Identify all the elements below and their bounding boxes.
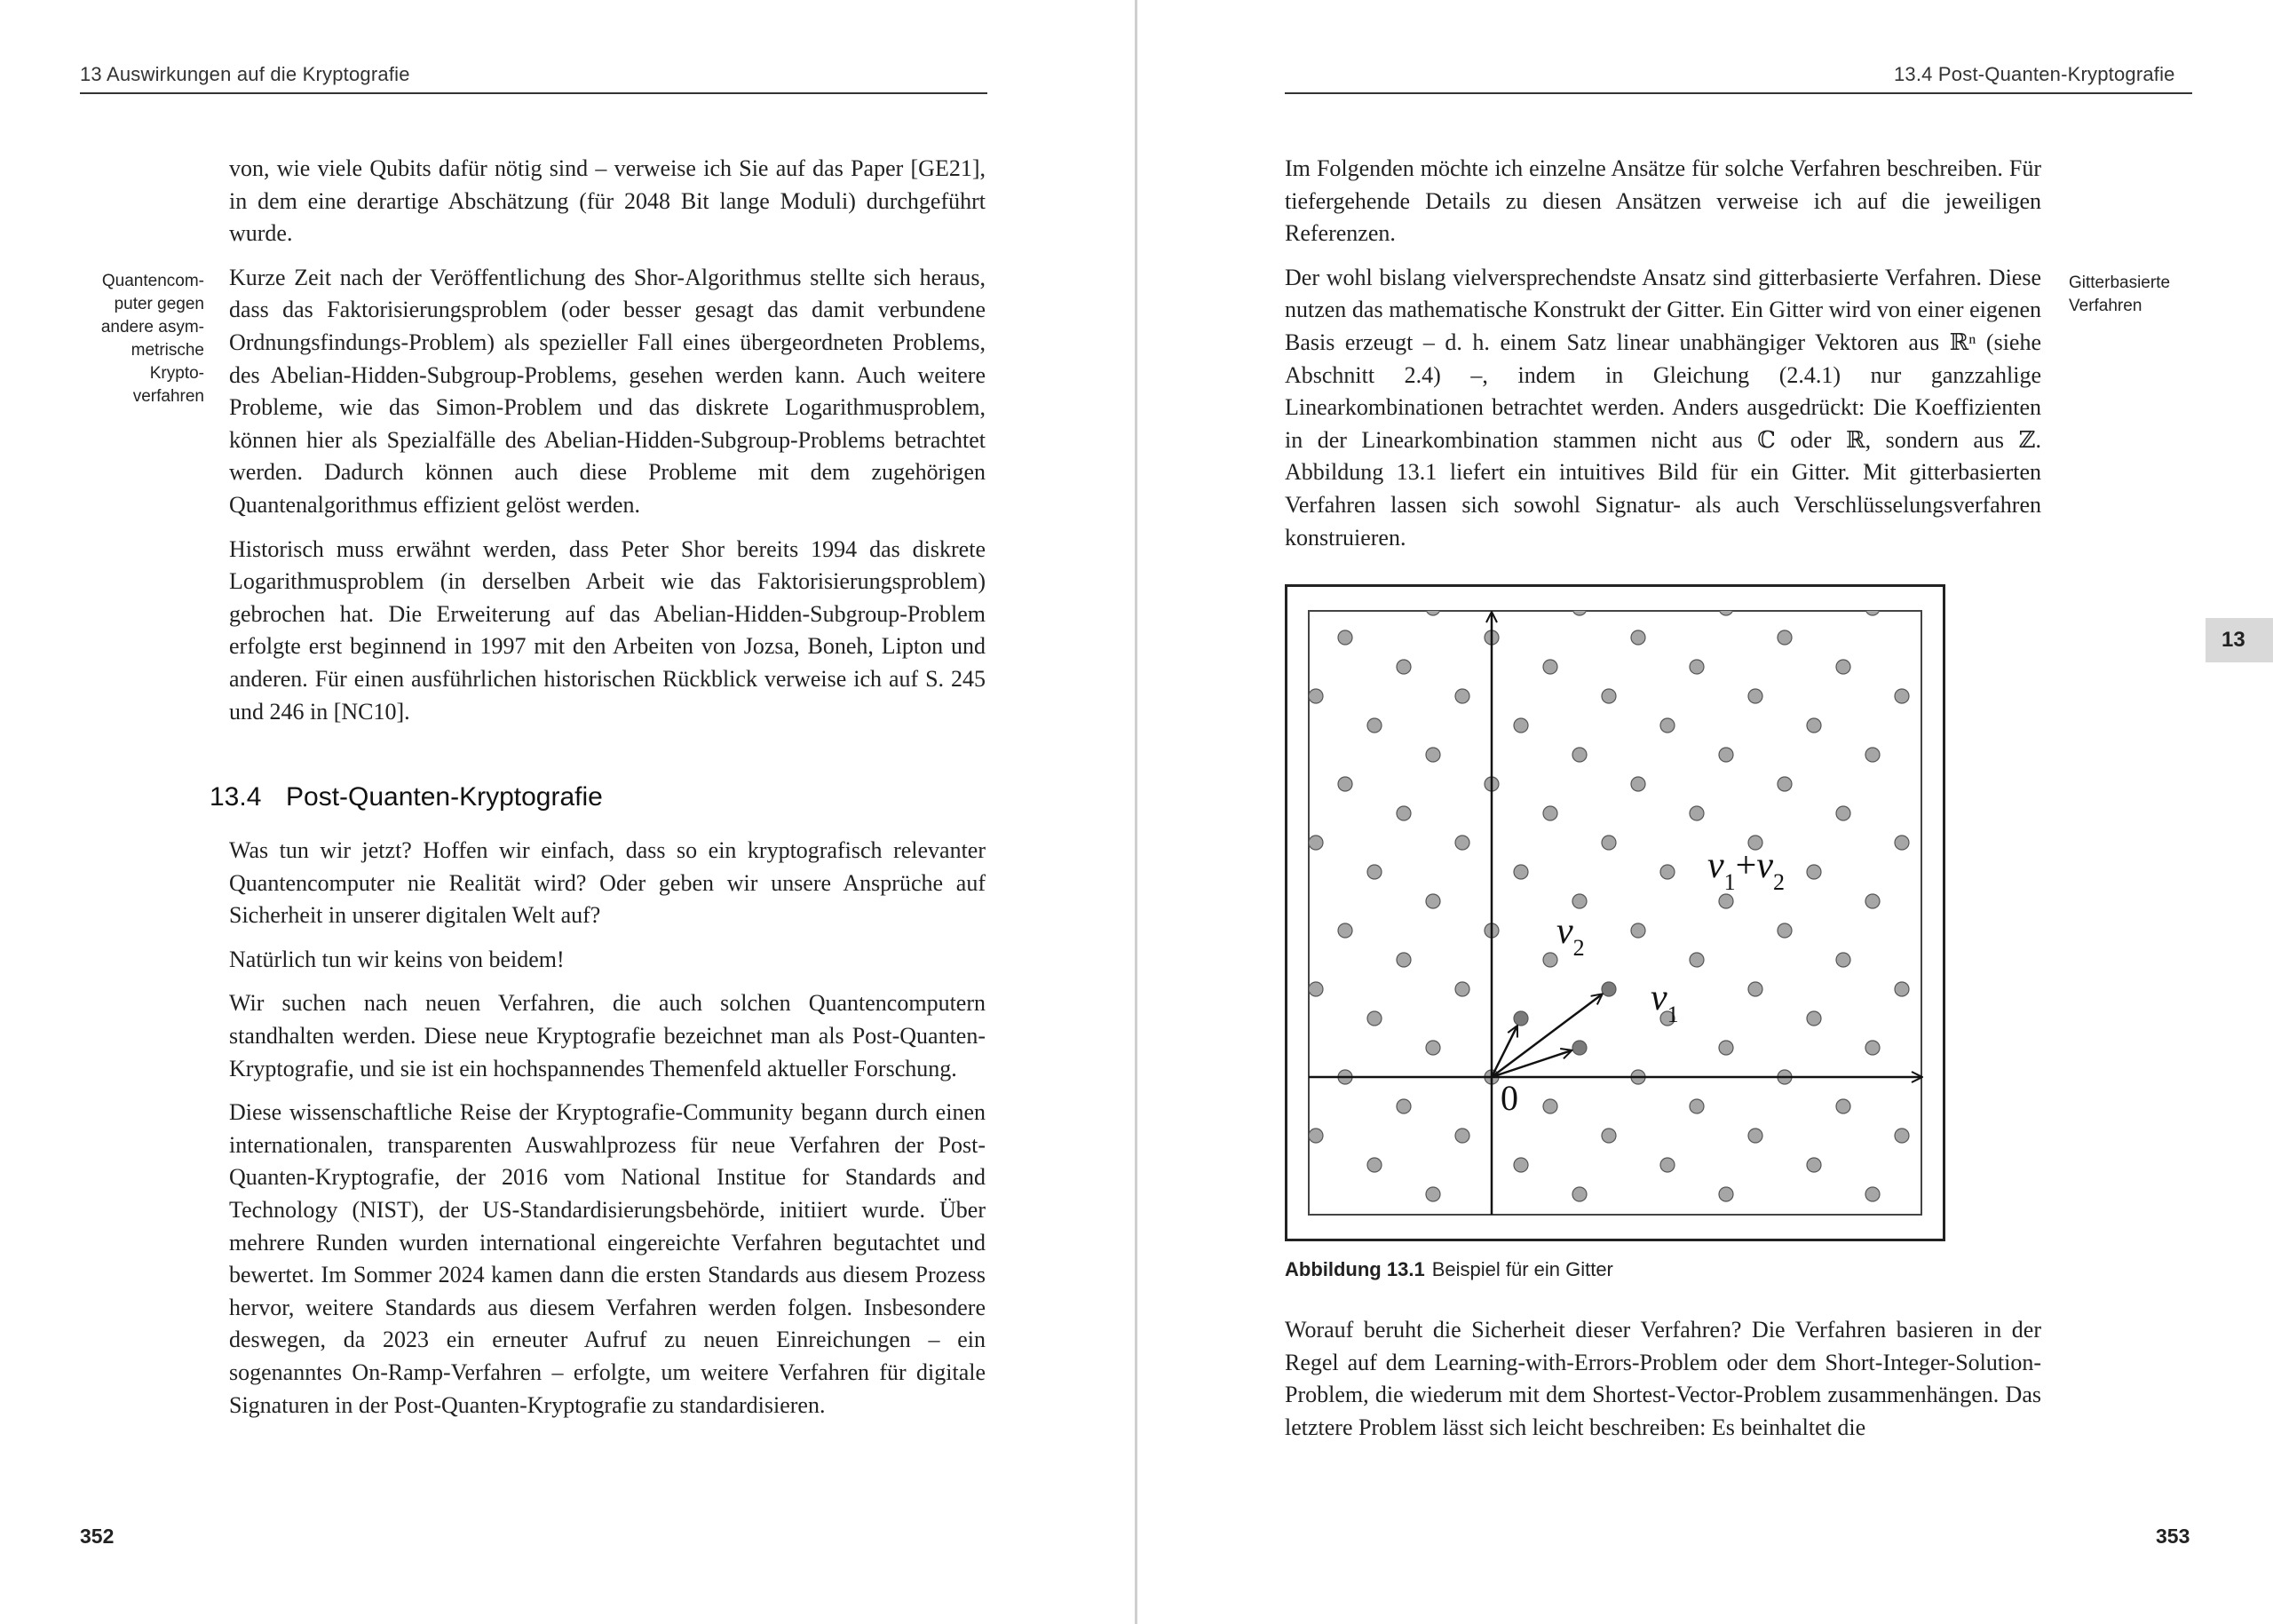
left-page bbox=[0, 0, 1135, 1624]
lattice-point bbox=[1572, 748, 1587, 762]
lattice-point bbox=[1778, 777, 1792, 791]
lattice-point bbox=[1602, 836, 1616, 850]
origin-label: 0 bbox=[1501, 1078, 1518, 1118]
lattice-point bbox=[1631, 630, 1645, 645]
lattice-point bbox=[1514, 1158, 1528, 1172]
lattice-point bbox=[1719, 1187, 1733, 1201]
section-number: 13.4 bbox=[210, 782, 262, 812]
lattice-point bbox=[1397, 1099, 1411, 1113]
lattice-point bbox=[1543, 953, 1557, 967]
lattice-point bbox=[1836, 1099, 1850, 1113]
lattice-point bbox=[1397, 660, 1411, 674]
lattice-point bbox=[1338, 630, 1352, 645]
lattice-point bbox=[1719, 894, 1733, 908]
lattice-point bbox=[1778, 630, 1792, 645]
lattice-point bbox=[1309, 836, 1323, 850]
lattice-point bbox=[1602, 689, 1616, 703]
figure-inner-frame bbox=[1309, 611, 1921, 1215]
lattice-figure bbox=[1285, 584, 1945, 1241]
chapter-tab[interactable] bbox=[2206, 618, 2273, 662]
lattice-point bbox=[1543, 1099, 1557, 1113]
paragraph: von, wie viele Qubits dafür nötig sind – verweise ich Sie auf das Paper [GE21], in dem eine derartige Abschätzung (für 2048 Bit lange Moduli) durchgeführt wurde. bbox=[229, 155, 986, 247]
lattice-point bbox=[1338, 923, 1352, 938]
lattice-point bbox=[1748, 1129, 1762, 1143]
lattice-point bbox=[1309, 982, 1323, 996]
lattice-point bbox=[1865, 1041, 1880, 1055]
lattice-point bbox=[1807, 865, 1821, 879]
lattice-point bbox=[1455, 1129, 1469, 1143]
paragraph: Historisch muss erwähnt werden, dass Peter Shor bereits 1994 das diskrete Logarithmusproblem (in derselben Arbeit wie das Faktorisierungsproblem) gebrochen hat. Die Erweiterung auf das Abelian-Hidden-Subgroup-Problem erfolgte erst beginnend in 1997 mit den Arbeiten von Jozsa, Boneh, Lipton und anderen. Für einen ausführlichen historischen Rückblick verweise ich auf S. 245 und 246 in [NC10]. bbox=[229, 535, 986, 725]
v1-label: $v_1$ bbox=[1651, 978, 1679, 1027]
paragraph: Im Folgenden möchte ich einzelne Ansätze für solche Verfahren beschreiben. Für tiefergehende Details zu diesen Ansätzen verweise ich auf die jeweiligen Referenzen. bbox=[1285, 155, 2041, 247]
lattice-point bbox=[1309, 1129, 1323, 1143]
right-body-column-bottom bbox=[1285, 1314, 2041, 1455]
right-running-head: 13.4 Post-Quanten-Kryptografie bbox=[1894, 63, 2175, 85]
section-title: Post-Quanten-Kryptografie bbox=[286, 782, 603, 812]
figure-caption bbox=[1285, 1258, 1613, 1281]
lattice-point bbox=[1865, 894, 1880, 908]
left-margin-note bbox=[53, 270, 204, 408]
lattice-point bbox=[1367, 1158, 1382, 1172]
lattice-point bbox=[1836, 660, 1850, 674]
paragraph: Wir suchen nach neuen Verfahren, die auch solchen Quantencomputern standhalten werden. Diese neue Kryptografie bezeichnet man als Post-Quanten-Kryptografie, und sie ist ein hochspannendes Themenfeld aktueller Forschung. bbox=[229, 990, 986, 1081]
paragraph: Der wohl bislang vielversprechendste Ansatz sind gitterbasierte Verfahren. Diese nutzen das mathematische Konstrukt der Gitter. Ein Gitter wird von einer eigenen Basis erzeugt – d. h. einem Satz linear unabhängiger Vektoren aus ℝⁿ (siehe Abschnitt 2.4) –, indem in Gleichung (2.4.1) nur ganzzahlige Linearkombinationen betrachtet werden. Anders ausgedrückt: Die Koeffizienten in der Linearkombination stammen nicht aus ℂ oder ℝ, sondern aus ℤ. Abbildung 13.1 liefert ein intuitives Bild für ein Gitter. Mit gitterbasierten Verfahren lassen sich sowohl Signatur- als auch Verschlüsselungsverfahren konstruieren. bbox=[1285, 264, 2041, 551]
lattice-point bbox=[1367, 718, 1382, 733]
lattice-point bbox=[1426, 1041, 1440, 1055]
lattice-point bbox=[1455, 982, 1469, 996]
lattice-point bbox=[1778, 923, 1792, 938]
lattice-point bbox=[1602, 1129, 1616, 1143]
lattice-point bbox=[1572, 1041, 1587, 1055]
lattice-point bbox=[1748, 689, 1762, 703]
lattice-point bbox=[1895, 982, 1909, 996]
lattice-point bbox=[1514, 865, 1528, 879]
lattice-point bbox=[1367, 865, 1382, 879]
lattice-point bbox=[1631, 777, 1645, 791]
chapter-tab-label: 13 bbox=[2222, 628, 2245, 652]
sum-label: $v_1+v_2$ bbox=[1707, 845, 1785, 895]
lattice-point bbox=[1865, 1187, 1880, 1201]
lattice-point bbox=[1748, 982, 1762, 996]
lattice-point bbox=[1865, 748, 1880, 762]
lattice-point bbox=[1836, 806, 1850, 820]
left-header-rule bbox=[80, 92, 987, 94]
lattice-point bbox=[1397, 953, 1411, 967]
figure-caption-text: Beispiel für ein Gitter bbox=[1431, 1258, 1613, 1280]
lattice-point bbox=[1426, 1187, 1440, 1201]
paragraph: Natürlich tun wir keins von beidem! bbox=[229, 946, 565, 972]
lattice-point bbox=[1631, 923, 1645, 938]
lattice-point bbox=[1807, 1011, 1821, 1026]
figure-caption-label: Abbildung 13.1 bbox=[1285, 1258, 1425, 1280]
lattice-point bbox=[1455, 689, 1469, 703]
left-page-number: 352 bbox=[80, 1525, 115, 1548]
lattice-point bbox=[1836, 953, 1850, 967]
lattice-point bbox=[1338, 777, 1352, 791]
lattice-point bbox=[1514, 718, 1528, 733]
right-page-number: 353 bbox=[2156, 1525, 2190, 1548]
paragraph: Kurze Zeit nach der Veröffentlichung des Shor-Algorithmus stellte sich heraus, dass das Faktorisierungsproblem (oder besser gesagt das damit verbundene Ordnungsfindungs-Problem) als spezieller Fall eines übergeordneten Problems, des Abelian-Hidden-Subgroup-Problems, gesehen werden kann. Auch weitere Probleme, wie das Simon-Problem und das diskrete Logarithmusproblem, können hier als Spezialfälle des Abelian-Hidden-Subgroup-Problems betrachtet werden. Dadurch können auch diese Probleme mit dem zugehörigen Quantenalgorithmus effizient gelöst werden. bbox=[229, 264, 986, 518]
lattice-point bbox=[1367, 1011, 1382, 1026]
left-body-column bbox=[210, 153, 986, 1433]
lattice-point bbox=[1543, 806, 1557, 820]
lattice-point bbox=[1455, 836, 1469, 850]
lattice-point bbox=[1719, 748, 1733, 762]
section-heading bbox=[210, 780, 986, 815]
paragraph: Diese wissenschaftliche Reise der Kryptografie-Community begann durch einen internationalen, transparenten Auswahlprozess für neue Verfahren der Post-Quanten-Kryptografie, der 2016 vom National Institue for Standards and Technology (NIST), der US-Standardisierungsbehörde, initiiert wurde. Über mehrere Runden wurden international eingereichte Verfahren begutachtet und bewertet. Im Sommer 2024 kamen dann die ersten Standards aus diesem Prozess hervor, weitere Standards aus diesem Verfahren werden folgen. Insbesondere deswegen, da 2023 ein erneuter Aufruf zu neuen Einreichungen – ein sogenanntes On-Ramp-Verfahren – erfolgte, um weitere Verfahren für digitale Signaturen in der Post-Quanten-Kryptografie zu standardisieren. bbox=[229, 1099, 986, 1418]
margin-note-text: Quantencom- puter gegen andere asym- metrische Krypto- verfahren bbox=[100, 272, 204, 406]
lattice-point bbox=[1690, 1099, 1704, 1113]
v2-label: $v_2$ bbox=[1556, 911, 1585, 961]
lattice-point bbox=[1426, 894, 1440, 908]
lattice-point bbox=[1690, 806, 1704, 820]
paragraph: Was tun wir jetzt? Hoffen wir einfach, dass so ein kryptografisch relevanter Quantencomputer nie Realität wird? Oder geben wir unsere Ansprüche auf Sicherheit in unserer digitalen Welt auf? bbox=[229, 837, 986, 929]
right-body-column-top bbox=[1285, 153, 2041, 566]
lattice-point bbox=[1895, 836, 1909, 850]
paragraph: Worauf beruht die Sicherheit dieser Verfahren? Die Verfahren basieren in der Regel auf dem Learning-with-Errors-Problem oder dem Short-Integer-Solution-Problem, die wiederum mit dem Shortest-Vector-Problem zusammenhängen. Das letztere Problem lässt sich leicht beschreiben: Es beinhaltet die bbox=[1285, 1317, 2041, 1440]
lattice-point bbox=[1660, 1158, 1675, 1172]
lattice-point bbox=[1602, 982, 1616, 996]
left-running-head: 13 Auswirkungen auf die Kryptografie bbox=[80, 63, 410, 85]
lattice-point bbox=[1690, 953, 1704, 967]
lattice-point bbox=[1807, 718, 1821, 733]
lattice-point bbox=[1895, 1129, 1909, 1143]
lattice-point bbox=[1397, 806, 1411, 820]
lattice-point bbox=[1660, 865, 1675, 879]
lattice-point bbox=[1660, 718, 1675, 733]
lattice-point bbox=[1309, 689, 1323, 703]
margin-note-text: Gitterbasierte Verfahren bbox=[2069, 273, 2171, 315]
lattice-point bbox=[1807, 1158, 1821, 1172]
lattice-point bbox=[1572, 894, 1587, 908]
lattice-point bbox=[1543, 660, 1557, 674]
lattice-point bbox=[1719, 1041, 1733, 1055]
lattice-point bbox=[1690, 660, 1704, 674]
lattice-point bbox=[1895, 689, 1909, 703]
right-margin-note bbox=[2069, 272, 2246, 318]
right-header-rule bbox=[1285, 92, 2192, 94]
lattice-point bbox=[1514, 1011, 1528, 1026]
lattice-point bbox=[1572, 1187, 1587, 1201]
lattice-point bbox=[1426, 748, 1440, 762]
